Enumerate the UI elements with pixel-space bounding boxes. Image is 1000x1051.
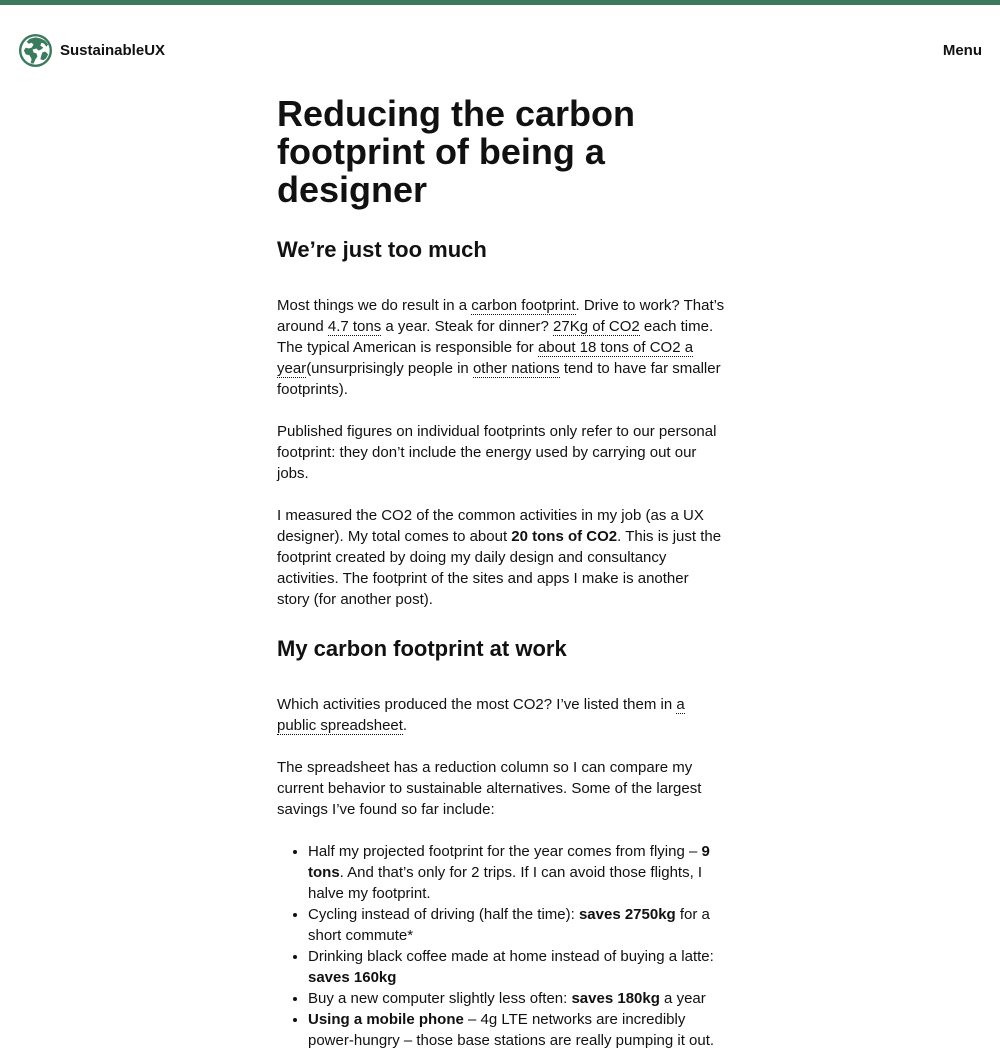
- list-item: • Half my projected footprint for the year comes from flying – 9 tons. And that’s only for 2 trips. If I can avoid those flights, I halve my footprint.: [308, 841, 725, 904]
- link-carbon-footprint[interactable]: carbon footprint: [471, 297, 576, 314]
- section-heading-too-much: We’re just too much: [277, 237, 487, 262]
- section-heading-at-work: My carbon footprint at work: [277, 636, 567, 661]
- link-4-7-tons[interactable]: 4.7 tons: [327, 318, 382, 335]
- list-item: • Cycling instead of driving (half the time): saves 2750kg for a short commute*: [308, 904, 725, 946]
- paragraph-intro: Most things we do result in a carbon footprint. Drive to work? That’s around 4.7 tons a year. Steak for dinner? 27Kg of CO2 each time. The typical American is responsible for about 18 tons of CO2 a year(unsurprisingly people in other nations tend to have far smaller footprints).: [277, 297, 725, 398]
- paragraph-published-figures: Published figures on individual footprints only refer to our personal footprint: they don’t include the energy used by carrying out our jobs.: [277, 423, 717, 482]
- menu-button[interactable]: Menu: [942, 42, 982, 59]
- savings-list: [277, 841, 725, 1051]
- article: [277, 95, 725, 1051]
- site-header: [0, 5, 1000, 95]
- globe-icon[interactable]: [18, 33, 53, 68]
- page-title: Reducing the carbon footprint of being a designer: [277, 93, 636, 210]
- paragraph-spreadsheet: The spreadsheet has a reduction column so I can compare my current behavior to sustainable alternatives. Some of the largest savings I’ve found so far include:: [277, 759, 702, 818]
- site-name-link[interactable]: SustainableUX: [60, 42, 166, 59]
- paragraph-measured: I measured the CO2 of the common activities in my job (as a UX designer). My total comes to about 20 tons of CO2. This is just the footprint created by doing my daily design and consultancy activities. The footprint of the sites and apps I make is another story (for another post).: [277, 507, 722, 608]
- list-item: • Using a mobile phone – 4g LTE networks are incredibly power-hungry – those base stations are really pumping it out.: [308, 1009, 725, 1051]
- link-27kg-co2[interactable]: 27Kg of CO2: [553, 318, 640, 335]
- link-public-spreadsheet[interactable]: a public spreadsheet: [277, 696, 685, 734]
- list-item: • Drinking black coffee made at home instead of buying a latte: saves 160kg: [308, 946, 725, 988]
- paragraph-activities: Which activities produced the most CO2? I’ve listed them in a public spreadsheet.: [277, 696, 685, 734]
- link-18-tons[interactable]: about 18 tons of CO2 a year: [277, 339, 694, 377]
- bold-20-tons: 20 tons of CO2: [511, 528, 618, 545]
- list-item: • Buy a new computer slightly less often: saves 180kg a year: [308, 988, 725, 1009]
- link-other-nations[interactable]: other nations: [472, 360, 560, 377]
